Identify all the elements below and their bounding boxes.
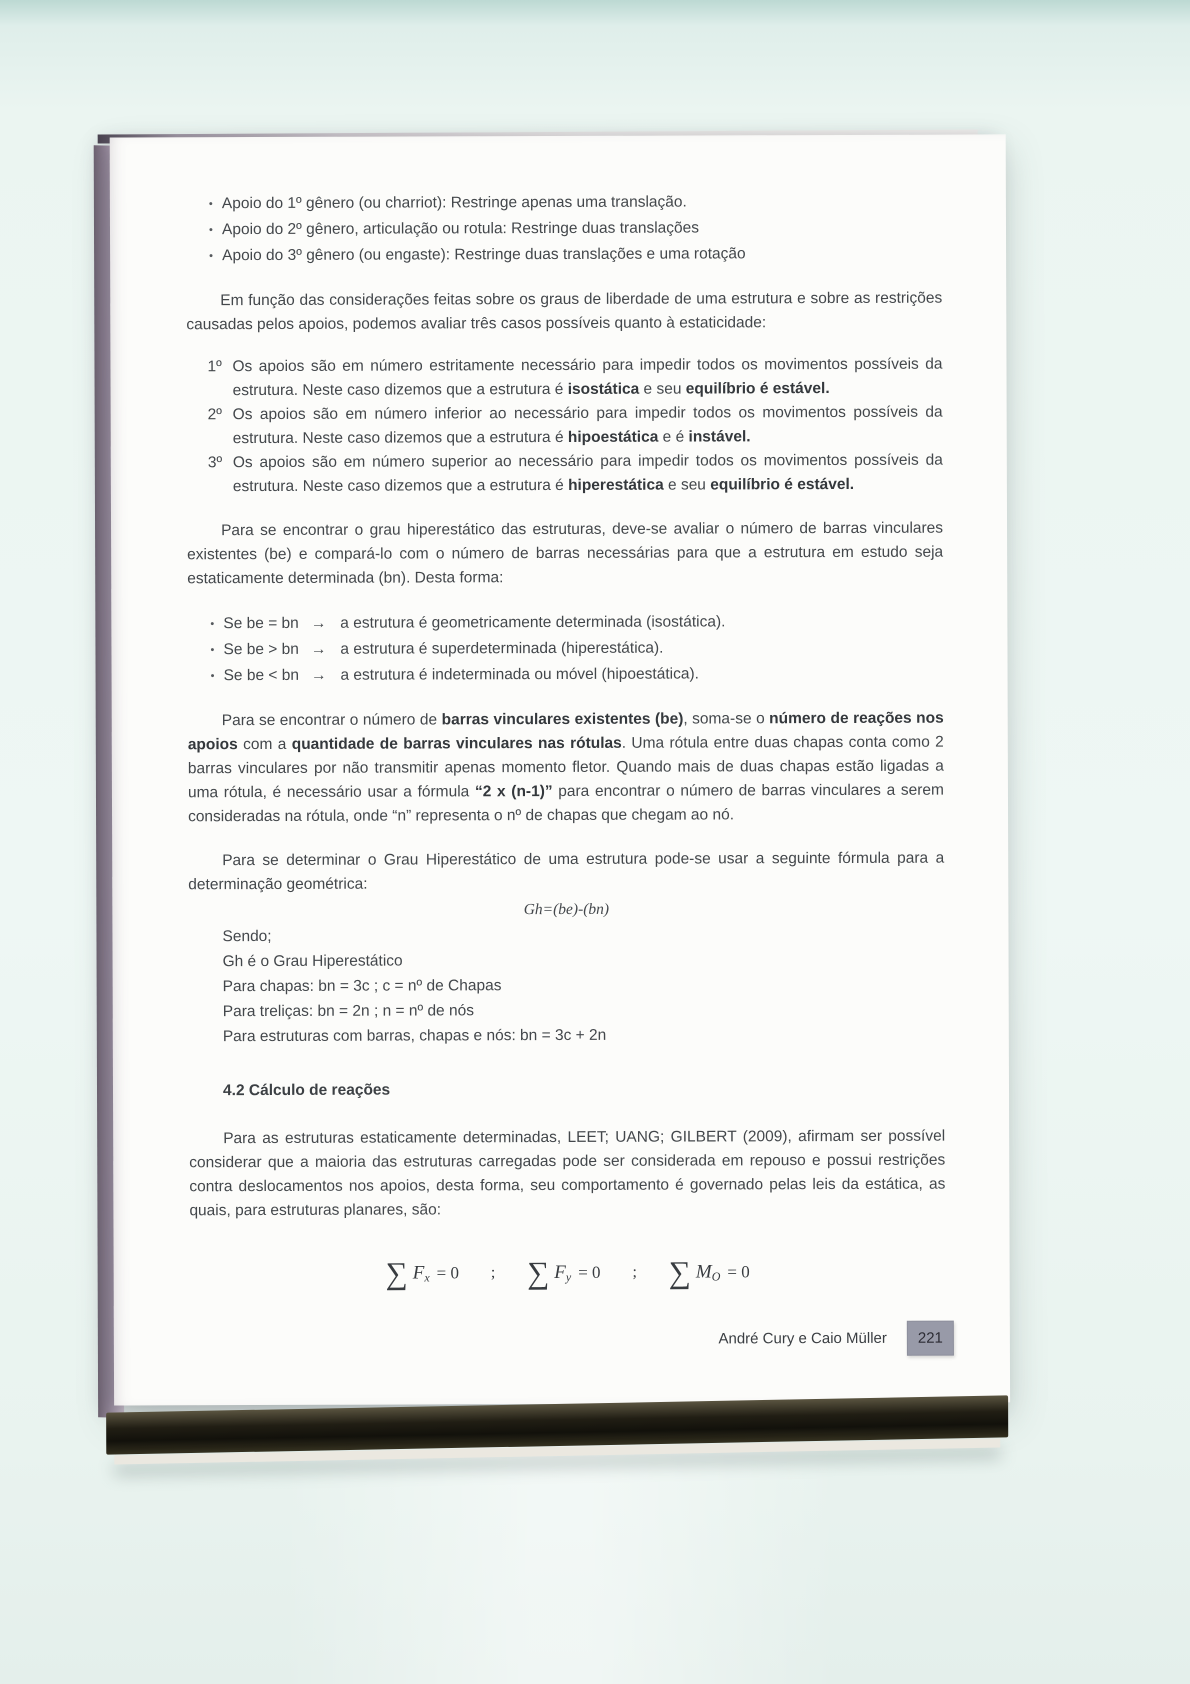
support-type-item: • Apoio do 1º gênero (ou charriot): Restringe apenas uma translação. <box>222 189 942 218</box>
support-type-item: • Apoio do 3º gênero (ou engaste): Restringe duas translações e uma rotação <box>222 241 942 270</box>
equation-variable: F <box>554 1261 566 1284</box>
equation-sum-fx <box>385 1255 459 1291</box>
case-text: Os apoios são em número superior ao necessário para impedir todos os movimentos possíveis da estrutura. Neste caso dizemos que a estrutura é hiperestática e seu equilíbrio é estável. <box>232 451 943 496</box>
arrow-right-icon: → <box>310 614 327 632</box>
definition-line: Gh é o Grau Hiperestático <box>222 952 403 971</box>
equation-variable: F <box>412 1262 425 1284</box>
equation-separator: ; <box>632 1263 637 1281</box>
arrow-right-icon: → <box>310 640 327 658</box>
case-number: 3º <box>207 454 223 472</box>
page-footer <box>718 1321 954 1357</box>
condition-rhs: a estrutura é superdeterminada (hiperestática). <box>340 639 664 658</box>
arrow-right-icon: → <box>310 666 327 684</box>
section-heading: 4.2 Cálculo de reações <box>222 1081 391 1100</box>
sendo-label: Sendo; <box>222 927 272 946</box>
sigma-symbol: ∑ <box>527 1255 550 1291</box>
equation-variable: M <box>695 1261 712 1283</box>
definition-line: Para estruturas com barras, chapas e nós: bn = 3c + 2n <box>222 1026 607 1046</box>
condition-item <box>223 609 943 638</box>
case-item <box>207 353 943 403</box>
case-number: 1º <box>207 358 222 376</box>
equation-sum-mo <box>668 1254 750 1290</box>
condition-rhs: a estrutura é geometricamente determinada (isostática). <box>340 613 726 632</box>
gh-formula: Gh=(be)-(bn) <box>523 900 610 919</box>
sigma-symbol: ∑ <box>385 1255 408 1291</box>
definition-line: Para treliças: bn = 2n ; n = nº de nós <box>222 1002 474 1021</box>
condition-item <box>224 661 944 690</box>
page-content <box>186 189 946 1290</box>
case-item <box>207 449 943 499</box>
condition-item <box>223 635 943 664</box>
definition-line: Para chapas: bn = 3c ; c = nº de Chapas <box>222 977 502 996</box>
equation-rhs: = 0 <box>727 1262 750 1282</box>
book-page <box>110 134 1010 1405</box>
equation-separator: ; <box>490 1264 496 1282</box>
hyperstatic-degree-paragraph: Para se encontrar o grau hiperestático das estruturas, deve-se avaliar o número de barras vinculares existentes (be) e compará-lo com o número de barras necessárias para que a estrutura em estudo seja estaticamente determinada (bn). Desta forma: <box>187 519 944 588</box>
case-text: Os apoios são em número estritamente necessário para impedir todos os movimentos possíveis da estrutura. Neste caso dizemos que a estrutura é isostática e seu equilíbrio é estável. <box>232 355 943 400</box>
case-text: Os apoios são em número inferior ao necessário para impedir todos os movimentos possíveis da estrutura. Neste caso dizemos que a estrutura é hipoestática e é instável. <box>232 403 943 448</box>
book-scan <box>94 130 1015 1473</box>
page-number-badge: 221 <box>907 1321 954 1356</box>
condition-list <box>187 609 943 690</box>
linking-bars-paragraph: Para se encontrar o número de barras vinculares existentes (be), soma-se o número de reações nos apoios com a quantidade de barras vinculares nas rótulas. Uma rótula entre duas chapas conta como 2 barras vinculares por não transmitir apenas momento fletor. Quando mais de duas chapas estão ligadas a uma rótula, é necessário usar a fórmula “2 x (n-1)” para encontrar o número de barras vinculares a serem consideradas na rótula, onde “n” representa o nº de chapas que chegam ao nó. <box>187 709 944 826</box>
footer-authors: André Cury e Caio Müller <box>718 1329 887 1348</box>
condition-rhs: a estrutura é indeterminada ou móvel (hipoestática). <box>340 665 699 684</box>
equation-subscript: x <box>424 1270 430 1285</box>
equation-rhs: = 0 <box>436 1263 459 1283</box>
equation-subscript: y <box>565 1269 572 1284</box>
case-list <box>186 353 942 500</box>
case-number: 2º <box>207 406 222 424</box>
reactions-paragraph: Para as estruturas estaticamente determinadas, LEET; UANG; GILBERT (2009), afirmam ser possível considerar que a maioria das estruturas carregadas pode ser considerada em repouso e possui restrições contra deslocamentos nos apoios, desta forma, seu comportamento é governado pelas leis da estática, as quais, para estruturas planares, são: <box>189 1127 946 1220</box>
equation-subscript: O <box>711 1269 721 1284</box>
definitions-block <box>188 922 944 1050</box>
support-type-item: • Apoio do 2º gênero, articulação ou rotula: Restringe duas translações <box>222 215 942 244</box>
equation-sum-fy <box>527 1255 601 1291</box>
support-type-list <box>186 189 942 270</box>
intro-paragraph: Em função das considerações feitas sobre os graus de liberdade de uma estrutura e sobre as restrições causadas pelos apoios, podemos avaliar três casos possíveis quanto à estaticidade: <box>186 289 943 334</box>
condition-lhs: Se be > bn <box>223 640 299 659</box>
equation-rhs: = 0 <box>578 1262 601 1282</box>
gh-formula-paragraph: Para se determinar o Grau Hiperestático de uma estrutura pode-se usar a seguinte fórmula para a determinação geométrica: <box>188 849 945 894</box>
equilibrium-equations <box>190 1254 946 1291</box>
condition-lhs: Se be = bn <box>223 614 299 633</box>
case-item <box>207 401 943 451</box>
sigma-symbol: ∑ <box>668 1254 691 1290</box>
condition-lhs: Se be < bn <box>223 666 300 685</box>
